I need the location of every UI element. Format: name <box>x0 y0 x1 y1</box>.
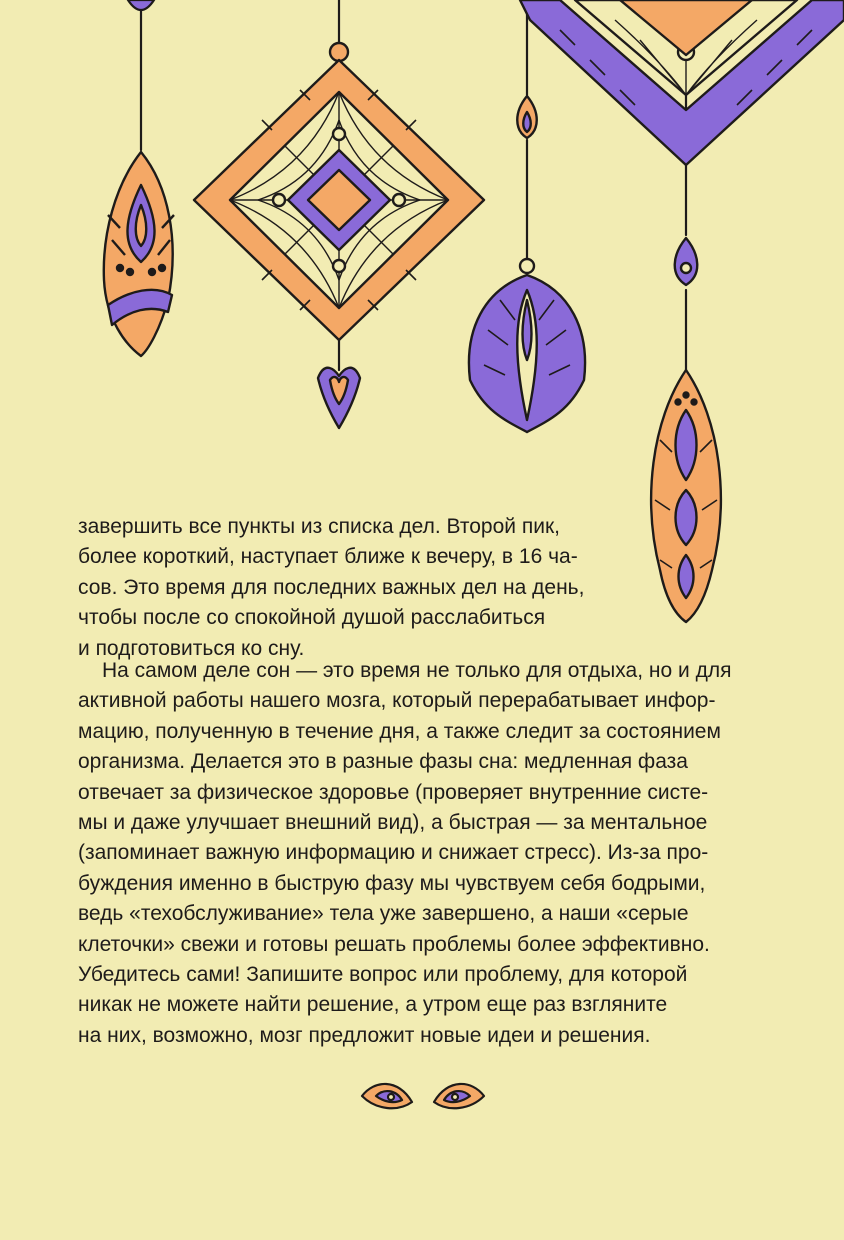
text-line: организма. Делается это в разные фазы сна: медленная фаза <box>78 750 688 774</box>
text-line: ведь «техобслуживание» тела уже завершено, а наши «серые <box>78 902 689 926</box>
top-small-teardrop <box>128 0 154 10</box>
right-diamond-dreamcatcher <box>520 0 844 285</box>
text-line: сов. Это время для последних важных дел на день, <box>78 575 585 599</box>
left-feather-icon <box>104 152 174 356</box>
text-line: (запоминает важную информацию и снижает стресс). Из-за про- <box>78 841 709 865</box>
paragraph-1 <box>78 512 584 664</box>
text-line: мы и даже улучшает внешний вид), а быстрая — за ментальное <box>78 811 708 835</box>
text-line: завершить все пункты из списка дел. Второй пик, <box>78 515 560 538</box>
right-feather-icon <box>651 370 721 622</box>
text-line: никак не можете найти решение, а утром еще раз взгляните <box>78 993 668 1017</box>
text-line: активной работы нашего мозга, который перерабатывает инфор- <box>78 689 716 713</box>
text-line: чтобы после со спокойной душой расслабиться <box>78 606 546 630</box>
text-line: на них, возможно, мозг предложит новые идеи и решения. <box>78 1023 651 1047</box>
text-line: более короткий, наступает ближе к вечеру, в 16 ча- <box>78 545 578 569</box>
text-line: буждения именно в быструю фазу мы чувствуем себя бодрыми, <box>78 871 706 895</box>
text-line: клеточки» свежи и готовы решать проблемы более эффективно. <box>78 932 710 956</box>
bottom-ornament-icon <box>358 1072 488 1122</box>
text-line: Убедитесь сами! Запишите вопрос или проблему, для которой <box>78 963 688 987</box>
text-line: На самом деле сон — это время не только для отдыха, но и для <box>102 659 732 682</box>
paragraph-2 <box>78 656 731 1051</box>
text-line: мацию, полученную в течение дня, а также следит за состоянием <box>78 719 721 743</box>
text-line: и подготовиться ко сну. <box>78 636 305 660</box>
text-line: отвечает за физическое здоровье (проверяет внутренние систе- <box>78 780 709 804</box>
